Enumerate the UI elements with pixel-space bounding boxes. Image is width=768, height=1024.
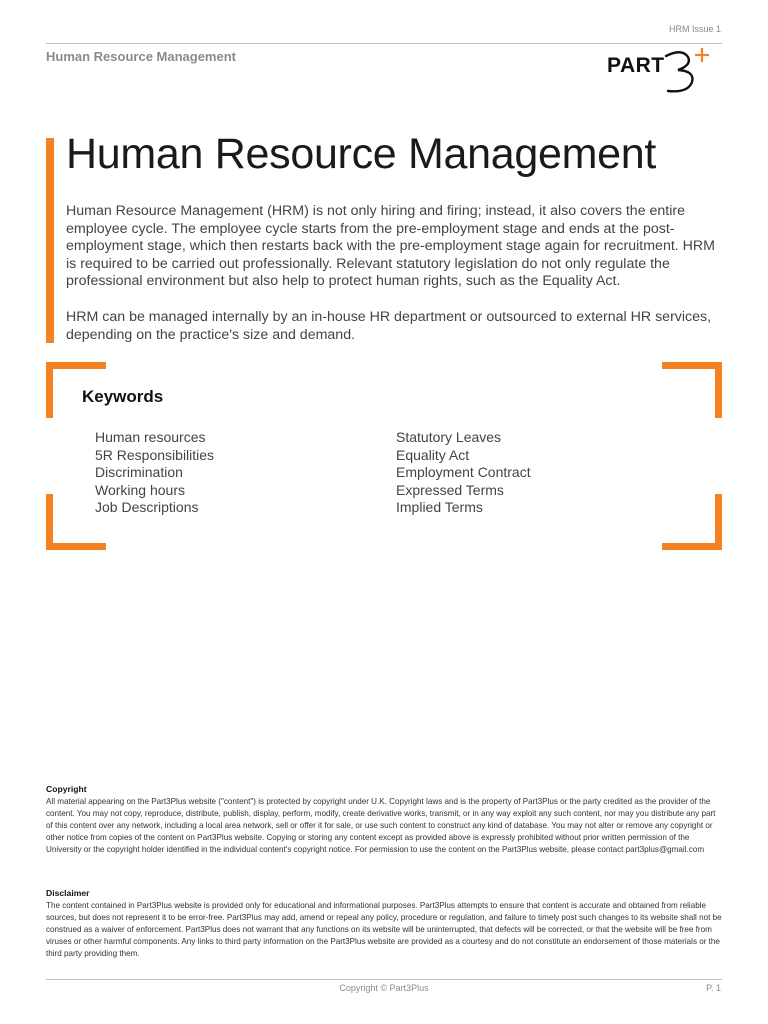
keyword-item: Human resources (95, 429, 206, 445)
keyword-item: Discrimination (95, 464, 183, 481)
disclaimer-label: Disclaimer (46, 888, 90, 898)
logo-wordmark: PART (607, 54, 665, 77)
keyword-item: Employment Contract (396, 464, 531, 481)
title-accent-bar (46, 138, 54, 343)
keywords-corner-bracket (662, 494, 722, 550)
footer-copyright: Copyright © Part3Plus (339, 983, 429, 993)
intro-paragraph: Human Resource Management (HRM) is not only hiring and firing; instead, it also covers the entire employee cycle. The employee cycle starts from the pre-employment stage and ends at the post-employment stage, which then restarts back with the pre-employment stage again for recruitment. HRM is required to be carried out professionally. Relevant statutory legislation do not only regulate the professional environment but also help to protect human rights, such as the Equality Act. (66, 203, 715, 290)
intro-paragraph: HRM can be managed internally by an in-house HR department or outsourced to external HR services, depending on the practice's size and demand. (66, 308, 712, 343)
keywords-list-left (95, 429, 214, 517)
copyright-notice (46, 784, 722, 855)
header-divider (46, 43, 722, 44)
keywords-corner-bracket (662, 362, 722, 418)
keyword-item: 5R Responsibilities (95, 446, 215, 463)
copyright-label: Copyright (46, 784, 87, 794)
page-number: P. 1 (706, 983, 721, 993)
keyword-item: Statutory Leaves (396, 429, 502, 445)
part3plus-logo (604, 46, 722, 96)
disclaimer-text: The content contained in Part3Plus website is provided only for educational and informational purposes. Part3Plus attempts to ensure that content is accurate and obtained from reliable sources, but does not represent it to be error-free. Part3Plus may add, amend or repeal any policy, procedure or regulation, and failure to timely post such changes to its website shall not be construed as a waiver of enforcement. Part3Plus does not warrant that any functions on its website will be uninterrupted, that defects will be corrected, or that the website will be free from viruses or other harmful components. Any links to third party information on the Part3Plus website are provided as a courtesy and do not constitute an endorsement of those materials or the third party providing them. (46, 900, 722, 958)
keyword-item: Expressed Terms (396, 481, 504, 498)
keywords-list-right (396, 429, 531, 517)
disclaimer-notice (46, 888, 722, 959)
header-title: Human Resource Management (46, 49, 236, 64)
keywords-heading: Keywords (82, 387, 164, 406)
keyword-item: Implied Terms (396, 499, 483, 516)
keyword-item: Job Descriptions (95, 499, 199, 516)
copyright-text: All material appearing on the Part3Plus website ("content") is protected by copyright under U.K. Copyright laws and is the property of Part3Plus or the party credited as the provider of the content. You may not copy, reproduce, distribute, publish, display, perform, modify, create derivative works, transmit, or in any way exploit any such content, nor may you distribute any part of this content over any network, including a local area network, sell or offer it for sale, or use such content to construct any kind of database. You may not alter or remove any copyright or other notice from copies of the content on Part3Plus website. Copying or storing any content except as provided above is expressly prohibited without prior written permission of the University or the copyright holder identified in the individual content's copyright notice. For permission to use the content on the Part3Plus website, please contact part3plus@gmail.com (46, 796, 716, 854)
page-title: Human Resource Management (66, 130, 657, 178)
issue-label: HRM Issue 1 (668, 24, 721, 34)
logo-graphic (604, 46, 722, 96)
keyword-item: Equality Act (396, 446, 470, 463)
footer-divider (46, 979, 722, 980)
intro-text (66, 203, 722, 344)
keyword-item: Working hours (95, 481, 186, 498)
